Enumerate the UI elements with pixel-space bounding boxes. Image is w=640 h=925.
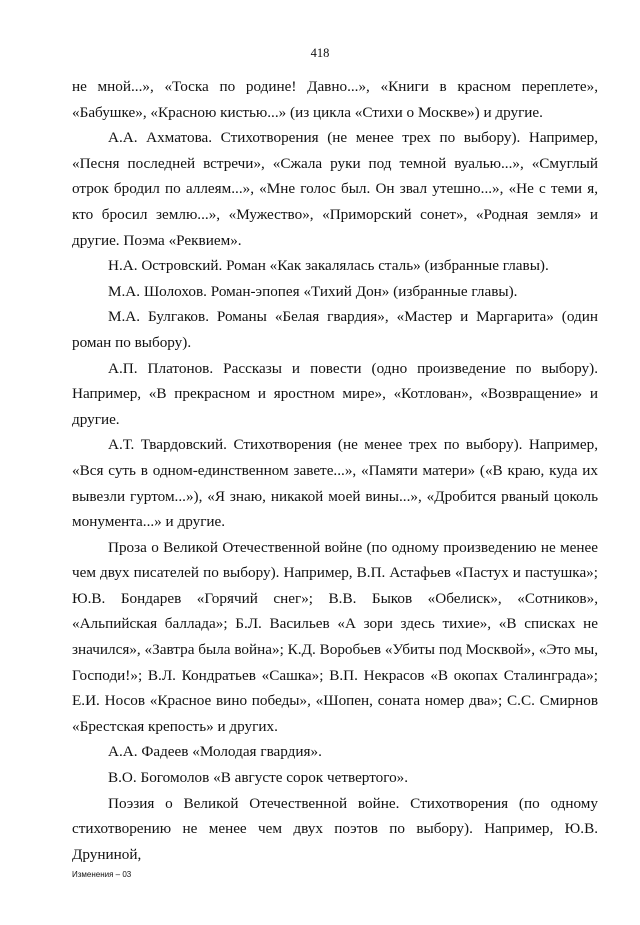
paragraph-bulgakov: М.А. Булгаков. Романы «Белая гвардия», «Мастер и Маргарита» (один роман по выбору). [72, 308, 598, 351]
paragraph-akhmatova: А.А. Ахматова. Стихотворения (не менее трех по выбору). Например, «Песня последней встречи», «Сжала руки под темной вуалью...», «Смуглый отрок бродил по аллеям...», «Мне голос был. Он звал утешно...», «Не с теми я, кто бросил землю...», «Мужество», «Приморский сонет», «Родная земля» и другие. Поэма «Реквием». [72, 129, 598, 249]
footer-revision: Изменения – 03 [72, 870, 132, 879]
paragraph-fadeev: А.А. Фадеев «Молодая гвардия». [108, 743, 322, 761]
paragraph-platonov: А.П. Платонов. Рассказы и повести (одно произведение по выбору). Например, «В прекрасном и яростном мире», «Котлован», «Возвращение» и другие. [72, 359, 598, 428]
paragraph-bogomolov: В.О. Богомолов «В августе сорок четвертого». [108, 769, 409, 787]
paragraph-war-poetry: Поэзия о Великой Отечественной войне. Стихотворения (по одному стихотворению не менее чем двух поэтов по выбору). Например, Ю.В. Друниной, [72, 794, 598, 863]
paragraph-ostrovsky: Н.А. Островский. Роман «Как закалялась сталь» (избранные главы). [108, 257, 549, 275]
paragraph-continuation: не мной...», «Тоска по родине! Давно...», «Книги в красном переплете», «Бабушке», «Красною кистью...» (из цикла «Стихи о Москве») и другие. [72, 78, 598, 121]
paragraph-war-prose: Проза о Великой Отечественной войне (по одному произведению не менее чем двух писателей по выбору). Например, В.П. Астафьев «Пастух и пастушка»; Ю.В. Бондарев «Горячий снег»; В.В. Быков «Обелиск», «Сотников», «Альпийская баллада»; Б.Л. Васильев «А зори здесь тихие», «В списках не значился», «Завтра была война»; К.Д. Воробьев «Убиты под Москвой», «Это мы, Господи!»; В.Л. Кондратьев «Сашка»; В.П. Некрасов «В окопах Сталинграда»; Е.И. Носов «Красное вино победы», «Шопен, соната номер два»; С.С. Смирнов «Брестская крепость» и других. [72, 538, 598, 735]
page-number: 418 [310, 46, 330, 60]
body-text [72, 74, 598, 867]
paragraph-sholokhov: М.А. Шолохов. Роман-эпопея «Тихий Дон» (избранные главы). [108, 282, 518, 300]
paragraph-tvardovsky: А.Т. Твардовский. Стихотворения (не менее трех по выбору). Например, «Вся суть в одном-единственном завете...», «Памяти матери» («В краю, куда их вывезли гуртом...»), «Я знаю, никакой моей вины...», «Дробится рваный цоколь монумента...» и другие. [72, 436, 598, 531]
